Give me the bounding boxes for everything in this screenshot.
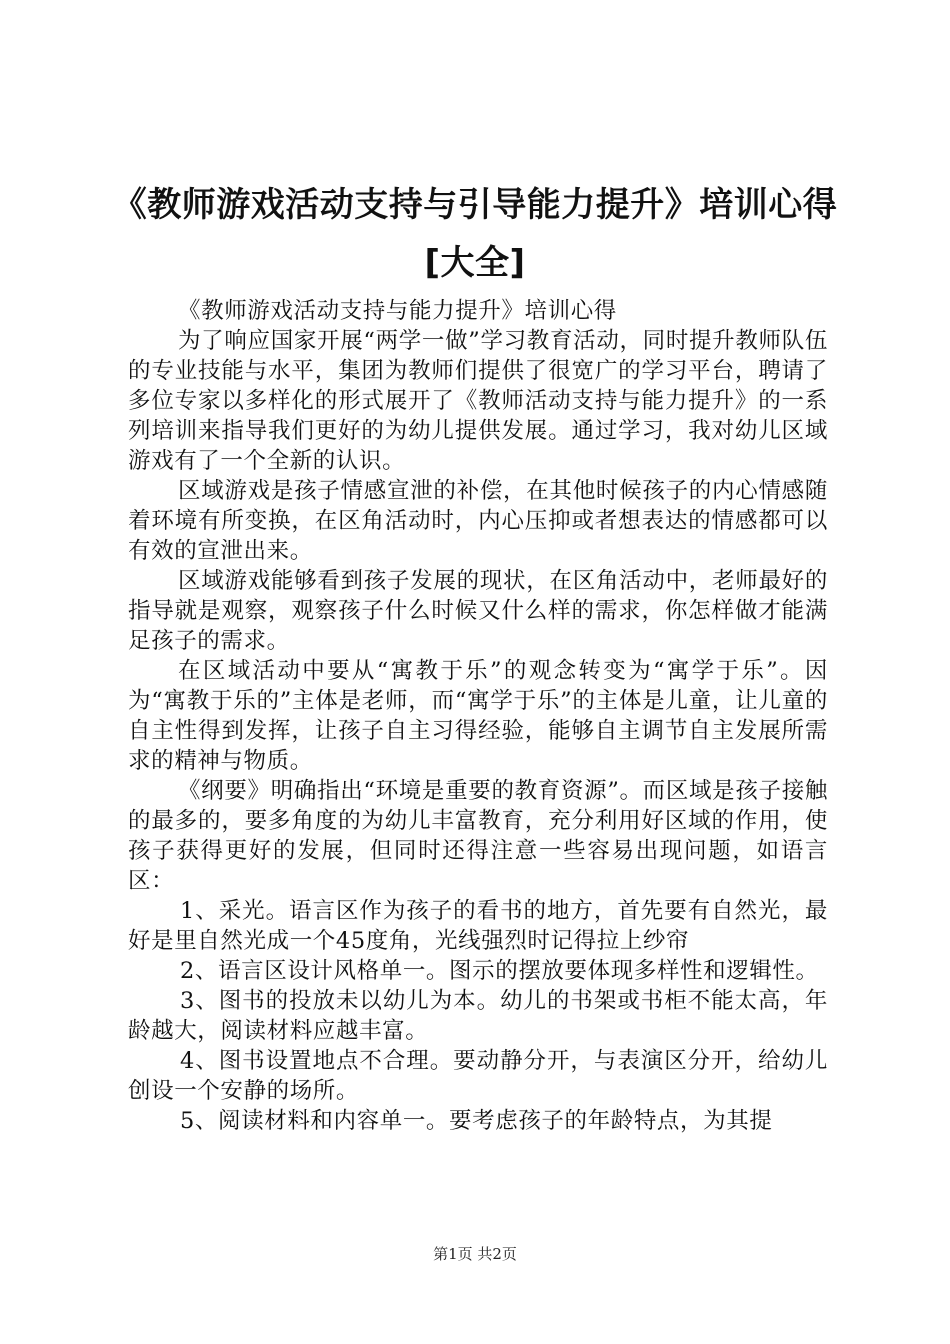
document-title: 《教师游戏活动支持与引导能力提升》培训心得[大全] <box>112 185 838 283</box>
list-item: 2、语言区设计风格单一。图示的摆放要体现多样性和逻辑性。 <box>180 958 819 984</box>
body-paragraph: 为了响应国家开展“两学一做”学习教育活动，同时提升教师队伍的专业技能与水平，集团为教师们提供了很宽广的学习平台，聘请了多位专家以多样化的形式展开了《教师活动支持与能力提升》的一系列培训来指导我们更好的为幼儿提供发展。通过学习，我对幼儿区域游戏有了一个全新的认识。 <box>128 328 828 474</box>
subtitle-paragraph: 《教师游戏活动支持与能力提升》培训心得 <box>178 298 617 324</box>
list-item: 5、阅读材料和内容单一。要考虑孩子的年龄特点，为其提 <box>180 1108 773 1134</box>
body-paragraph: 在区域活动中要从“寓教于乐”的观念转变为“寓学于乐”。因为“寓教于乐的”主体是老师，而“寓学于乐”的主体是儿童，让儿童的自主性得到发挥，让孩子自主习得经验，能够自主调节自主发展所需求的精神与物质。 <box>128 658 828 774</box>
body-paragraph: 《纲要》明确指出“环境是重要的教育资源”。而区域是孩子接触的最多的，要多角度的为幼儿丰富教育，充分利用好区域的作用，使孩子获得更好的发展，但同时还得注意一些容易出现问题，如语言区： <box>128 778 828 894</box>
list-item: 4、图书设置地点不合理。要动静分开，与表演区分开，给幼儿创设一个安静的场所。 <box>128 1048 828 1104</box>
list-item: 1、采光。语言区作为孩子的看书的地方，首先要有自然光，最好是里自然光成一个45度角，光线强烈时记得拉上纱帘 <box>128 898 828 954</box>
body-paragraph: 区域游戏能够看到孩子发展的现状，在区角活动中，老师最好的指导就是观察，观察孩子什么时候又什么样的需求，你怎样做才能满足孩子的需求。 <box>128 568 828 654</box>
list-item: 3、图书的投放未以幼儿为本。幼儿的书架或书柜不能太高，年龄越大，阅读材料应越丰富。 <box>128 988 828 1044</box>
document-body <box>128 296 828 1136</box>
body-paragraph: 区域游戏是孩子情感宣泄的补偿，在其他时候孩子的内心情感随着环境有所变换，在区角活动时，内心压抑或者想表达的情感都可以有效的宣泄出来。 <box>128 478 828 564</box>
page-footer: 第1页 共2页 <box>433 1245 517 1263</box>
